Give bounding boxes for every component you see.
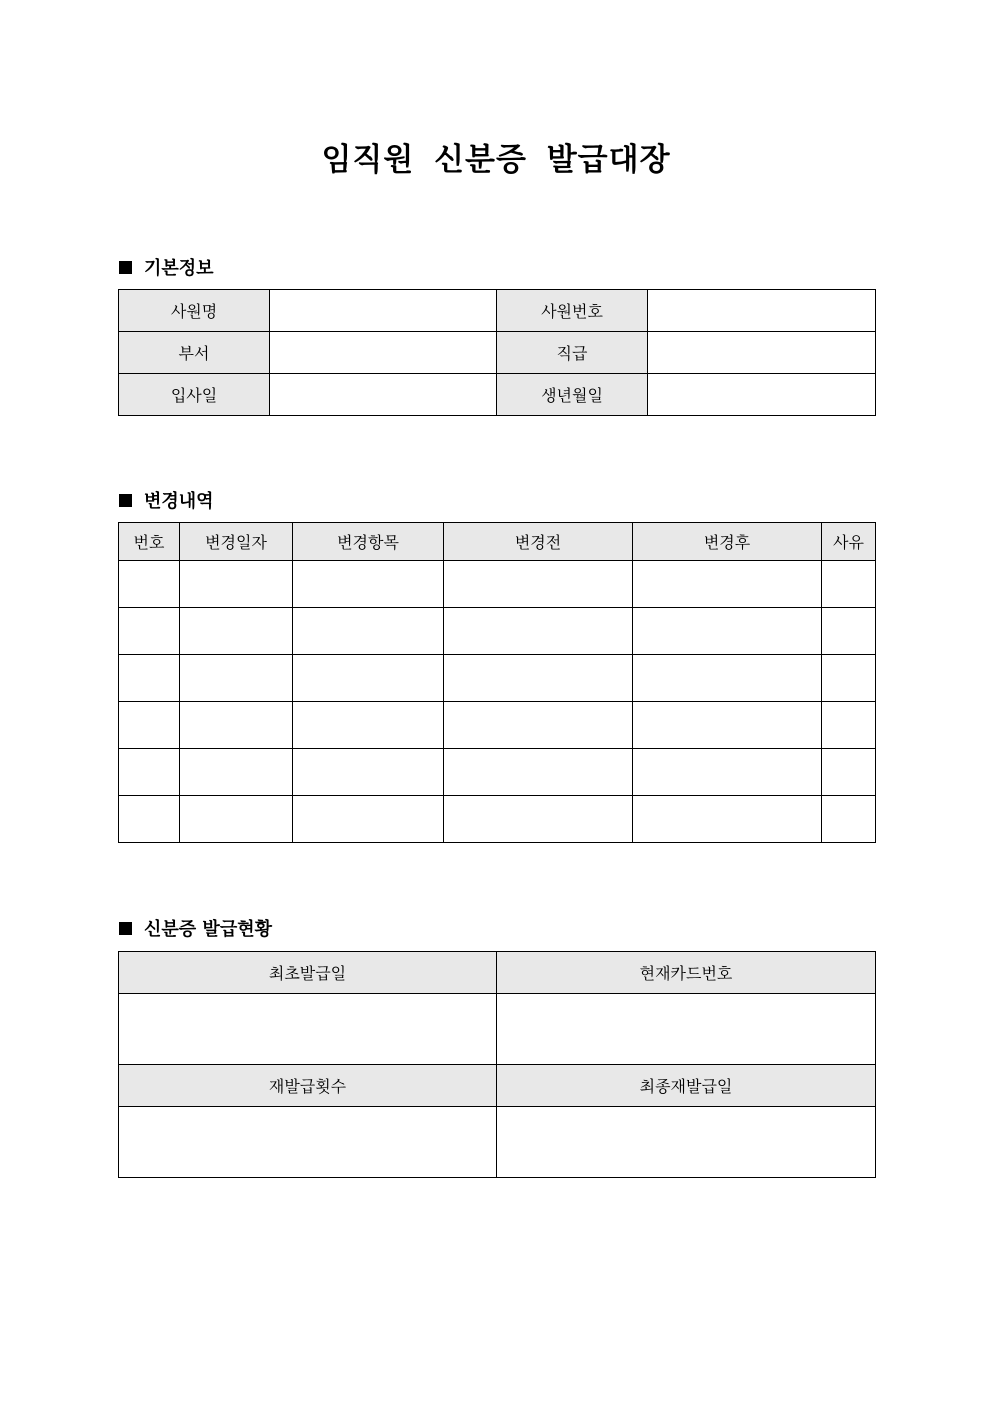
table-cell[interactable] — [180, 561, 293, 608]
table-cell[interactable] — [119, 655, 180, 702]
birth-date-label: 생년월일 — [497, 374, 648, 416]
column-header-number: 번호 — [119, 523, 180, 561]
table-row — [119, 749, 876, 796]
section-heading-label: 신분증 발급현황 — [144, 919, 272, 940]
column-header-change-date: 변경일자 — [180, 523, 293, 561]
section-heading-change-log — [119, 487, 214, 513]
square-bullet-icon — [119, 494, 132, 507]
employee-number-label: 사원번호 — [497, 290, 648, 332]
table-cell[interactable] — [822, 796, 876, 843]
department-field[interactable] — [270, 332, 497, 374]
employee-name-label: 사원명 — [119, 290, 270, 332]
last-reissue-date-field[interactable] — [497, 1107, 876, 1178]
document-title: 임직원 신분증 발급대장 — [321, 142, 671, 178]
table-cell[interactable] — [119, 561, 180, 608]
section-heading-label: 변경내역 — [144, 491, 214, 512]
table-row — [119, 1107, 876, 1178]
table-cell[interactable] — [633, 655, 822, 702]
issuance-status-table — [118, 951, 876, 1178]
table-header-row — [119, 952, 876, 994]
table-row — [119, 608, 876, 655]
square-bullet-icon — [119, 261, 132, 274]
table-cell[interactable] — [444, 561, 633, 608]
table-cell[interactable] — [180, 655, 293, 702]
table-header-row — [119, 1065, 876, 1107]
section-heading-label: 기본정보 — [144, 258, 214, 279]
table-row — [119, 702, 876, 749]
table-cell[interactable] — [633, 608, 822, 655]
table-row — [119, 994, 876, 1065]
table-cell[interactable] — [119, 796, 180, 843]
table-cell[interactable] — [119, 702, 180, 749]
reissue-count-label: 재발급횟수 — [119, 1065, 497, 1107]
table-row — [119, 796, 876, 843]
table-row — [119, 655, 876, 702]
table-cell[interactable] — [822, 561, 876, 608]
change-log-table — [118, 522, 876, 843]
table-row — [119, 374, 876, 416]
section-heading-basic-info — [119, 254, 214, 280]
first-issue-date-field[interactable] — [119, 994, 497, 1065]
table-cell[interactable] — [822, 655, 876, 702]
reissue-count-field[interactable] — [119, 1107, 497, 1178]
first-issue-date-label: 최초발급일 — [119, 952, 497, 994]
department-label: 부서 — [119, 332, 270, 374]
current-card-number-label: 현재카드번호 — [497, 952, 876, 994]
table-cell[interactable] — [119, 749, 180, 796]
table-cell[interactable] — [444, 796, 633, 843]
column-header-before: 변경전 — [444, 523, 633, 561]
table-cell[interactable] — [444, 608, 633, 655]
section-heading-issuance-status — [119, 915, 272, 941]
hire-date-label: 입사일 — [119, 374, 270, 416]
table-cell[interactable] — [444, 655, 633, 702]
table-row — [119, 561, 876, 608]
employee-number-field[interactable] — [648, 290, 876, 332]
table-cell[interactable] — [822, 749, 876, 796]
last-reissue-date-label: 최종재발급일 — [497, 1065, 876, 1107]
table-cell[interactable] — [180, 796, 293, 843]
employee-name-field[interactable] — [270, 290, 497, 332]
table-header-row — [119, 523, 876, 561]
table-cell[interactable] — [444, 749, 633, 796]
position-label: 직급 — [497, 332, 648, 374]
current-card-number-field[interactable] — [497, 994, 876, 1065]
table-cell[interactable] — [633, 561, 822, 608]
table-row — [119, 290, 876, 332]
table-cell[interactable] — [633, 796, 822, 843]
square-bullet-icon — [119, 922, 132, 935]
table-row — [119, 332, 876, 374]
table-cell[interactable] — [633, 702, 822, 749]
table-cell[interactable] — [180, 702, 293, 749]
table-cell[interactable] — [180, 608, 293, 655]
hire-date-field[interactable] — [270, 374, 497, 416]
table-cell[interactable] — [293, 608, 444, 655]
table-cell[interactable] — [180, 749, 293, 796]
table-cell[interactable] — [293, 749, 444, 796]
table-cell[interactable] — [822, 608, 876, 655]
column-header-after: 변경후 — [633, 523, 822, 561]
table-cell[interactable] — [119, 608, 180, 655]
column-header-reason: 사유 — [822, 523, 876, 561]
position-field[interactable] — [648, 332, 876, 374]
table-cell[interactable] — [293, 796, 444, 843]
table-cell[interactable] — [633, 749, 822, 796]
table-cell[interactable] — [293, 702, 444, 749]
table-cell[interactable] — [293, 561, 444, 608]
table-cell[interactable] — [293, 655, 444, 702]
table-cell[interactable] — [444, 702, 633, 749]
column-header-change-item: 변경항목 — [293, 523, 444, 561]
birth-date-field[interactable] — [648, 374, 876, 416]
table-cell[interactable] — [822, 702, 876, 749]
basic-info-table — [118, 289, 876, 416]
